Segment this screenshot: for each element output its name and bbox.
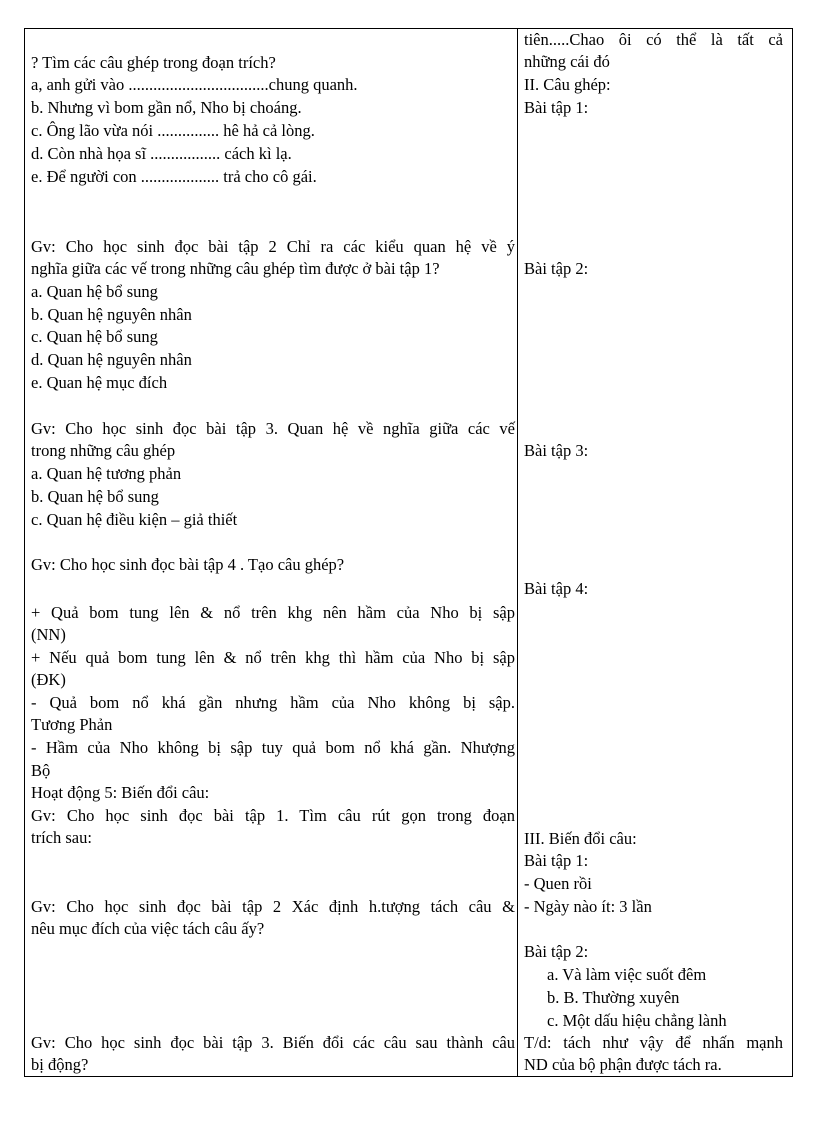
- activity5-title: Hoạt động 5: Biến đổi câu:: [31, 783, 210, 802]
- exercise4-line7: - Hầm của Nho không bị sập tuy quả bom nổ khá gần. Nhượng: [31, 738, 515, 757]
- section3-exercise2-item-c: c. Một dấu hiệu chẳng lành: [547, 1011, 727, 1030]
- section2-title: II. Câu ghép:: [524, 75, 611, 94]
- question-find-compound-sentences: ? Tìm các câu ghép trong đoạn trích?: [31, 53, 276, 72]
- section3-exercise1-item1: - Quen rồi: [524, 874, 592, 893]
- exercise4-line5: - Quả bom nổ khá gần nhưng hầm của Nho không bị sập.: [31, 693, 515, 712]
- activity5-ex2-line1: Gv: Cho học sinh đọc bài tập 2 Xác định h.tượng tách câu &: [31, 897, 515, 916]
- exercise2-answer-c: c. Quan hệ bổ sung: [31, 327, 158, 346]
- activity5-ex1-line2: trích sau:: [31, 828, 92, 847]
- section2-exercise2-label: Bài tập 2:: [524, 259, 589, 278]
- exercise3-answer-a: a. Quan hệ tương phản: [31, 464, 182, 483]
- activity5-ex2-line2: nêu mục đích của việc tách câu ấy?: [31, 919, 265, 938]
- exercise2-answer-b: b. Quan hệ nguyên nhân: [31, 305, 192, 324]
- section2-exercise1-label: Bài tập 1:: [524, 98, 589, 117]
- lesson-table: [24, 28, 793, 1077]
- effect-note-line2: ND của bộ phận được tách ra.: [524, 1055, 722, 1074]
- effect-note-line1: T/d: tách như vậy để nhấn mạnh: [524, 1033, 783, 1052]
- right-top-line1: tiên.....Chao ôi có thể là tất cả: [524, 30, 783, 49]
- example-item-d: d. Còn nhà họa sĩ ................. cách kì lạ.: [31, 144, 292, 163]
- exercise3-prompt-line2: trong những câu ghép: [31, 441, 176, 460]
- activity5-ex1-line1: Gv: Cho học sinh đọc bài tập 1. Tìm câu rút gọn trong đoạn: [31, 806, 515, 825]
- exercise3-answer-b: b. Quan hệ bổ sung: [31, 487, 159, 506]
- section3-exercise2-item-a: a. Và làm việc suốt đêm: [547, 965, 707, 984]
- section2-exercise3-label: Bài tập 3:: [524, 441, 589, 460]
- exercise2-answer-d: d. Quan hệ nguyên nhân: [31, 350, 192, 369]
- section2-exercise4-label: Bài tập 4:: [524, 579, 589, 598]
- exercise4-prompt: Gv: Cho học sinh đọc bài tập 4 . Tạo câu ghép?: [31, 555, 345, 574]
- section3-exercise2-item-b: b. B. Thường xuyên: [547, 988, 680, 1007]
- section3-exercise1-label: Bài tập 1:: [524, 851, 589, 870]
- exercise4-line2: (NN): [31, 625, 66, 644]
- example-item-b: b. Nhưng vì bom gần nổ, Nho bị choáng.: [31, 98, 302, 117]
- exercise4-line4: (ĐK): [31, 670, 66, 689]
- activity5-ex3-line2: bị động?: [31, 1055, 89, 1074]
- exercise4-line1: + Quả bom tung lên & nổ trên khg nên hầm của Nho bị sập: [31, 603, 515, 622]
- section3-exercise2-label: Bài tập 2:: [524, 942, 589, 961]
- section3-exercise1-item2: - Ngày nào ít: 3 lần: [524, 897, 652, 916]
- exercise2-prompt-line2: nghĩa giữa các vế trong những câu ghép tìm được ở bài tập 1?: [31, 259, 440, 278]
- example-item-c: c. Ông lão vừa nói ............... hê hả cả lòng.: [31, 121, 315, 140]
- column-divider: [517, 29, 518, 1076]
- exercise3-answer-c: c. Quan hệ điều kiện – giả thiết: [31, 510, 238, 529]
- right-top-line2: những cái đó: [524, 52, 610, 71]
- activity5-ex3-line1: Gv: Cho học sinh đọc bài tập 3. Biến đổi các câu sau thành câu: [31, 1033, 515, 1052]
- exercise4-line3: + Nếu quả bom tung lên & nổ trên khg thì hầm của Nho bị sập: [31, 648, 515, 667]
- exercise4-line6: Tương Phản: [31, 715, 113, 734]
- section3-title: III. Biến đổi câu:: [524, 829, 637, 848]
- exercise2-answer-e: e. Quan hệ mục đích: [31, 373, 168, 392]
- exercise3-prompt-line1: Gv: Cho học sinh đọc bài tập 3. Quan hệ về nghĩa giữa các vế: [31, 419, 515, 438]
- exercise2-answer-a: a. Quan hệ bổ sung: [31, 282, 158, 301]
- exercise4-line8: Bộ: [31, 761, 51, 780]
- example-item-a: a, anh gửi vào ..................................chung quanh.: [31, 75, 358, 94]
- exercise2-prompt-line1: Gv: Cho học sinh đọc bài tập 2 Chỉ ra các kiểu quan hệ về ý: [31, 237, 515, 256]
- example-item-e: e. Để người con ................... trả cho cô gái.: [31, 167, 317, 186]
